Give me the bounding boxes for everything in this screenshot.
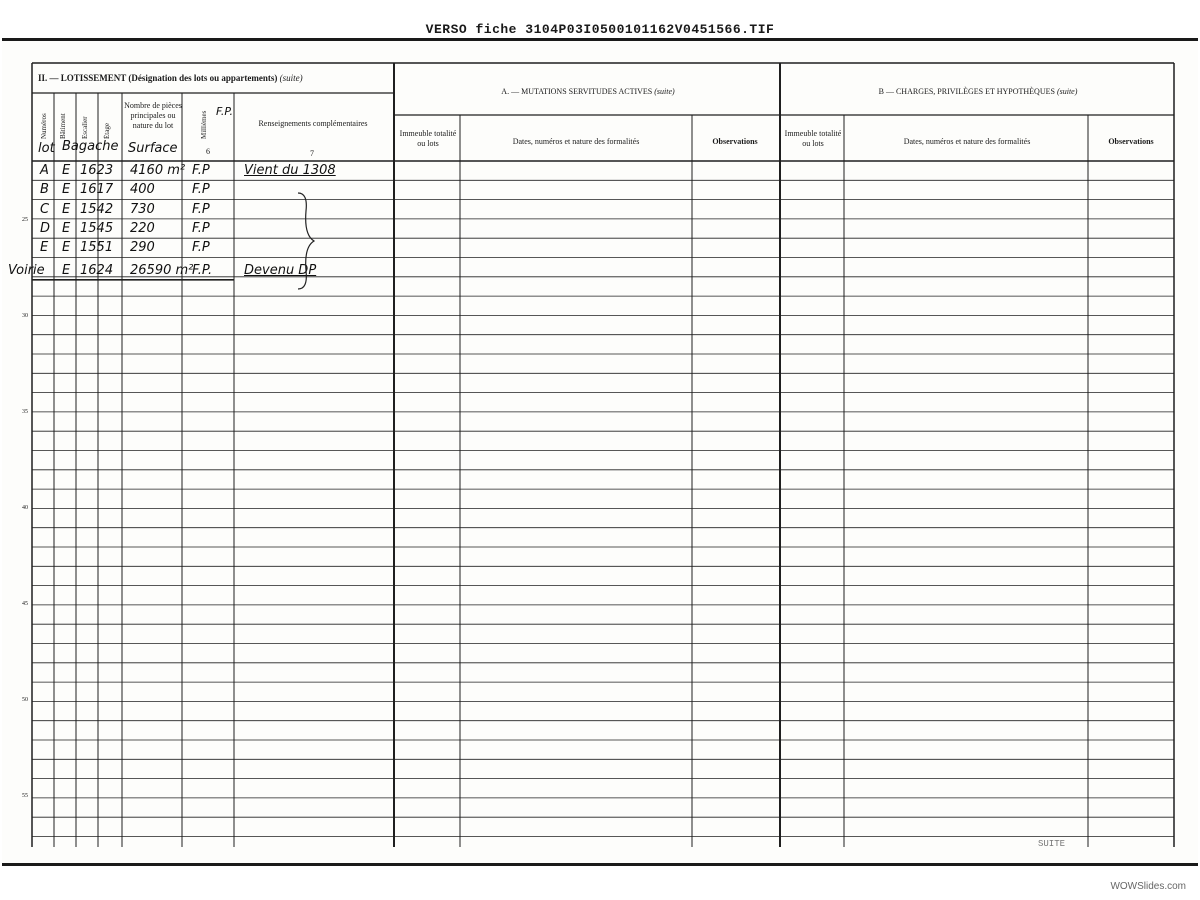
file-title: VERSO fiche 3104P03I0500101162V0451566.TIF <box>425 22 775 37</box>
row-batiment: E <box>62 220 71 236</box>
row-fp: F.P <box>192 220 210 236</box>
row-batiment: E <box>62 262 71 278</box>
row-surface: 26590 m² <box>130 262 194 278</box>
hand-header-fp: F.P. <box>216 105 234 118</box>
col-rens-header: Renseignements complémentaires <box>258 119 368 128</box>
row-parcel-number: 1617 <box>80 182 114 198</box>
row-fp: F.P <box>192 240 210 256</box>
section-a-col-immeuble: Immeuble totalité ou lots <box>399 129 457 148</box>
section-a-title: A. — MUTATIONS SERVITUDES ACTIVES (suite) <box>501 87 675 96</box>
row-lot: E <box>40 240 49 256</box>
row-batiment: E <box>62 163 71 178</box>
hand-header-lot: lot <box>38 141 55 156</box>
brace-mark <box>294 191 318 291</box>
row-parcel-number: 1551 <box>80 240 114 256</box>
row-fp: F.P <box>192 182 210 198</box>
row-lot: B <box>40 182 49 198</box>
section-b-col-dates: Dates, numéros et nature des formalités <box>903 137 1031 146</box>
watermark: WOWSlides.com <box>1110 881 1186 892</box>
row-batiment: E <box>62 182 71 198</box>
section-b-col-immeuble: Immeuble totalité ou lots <box>784 129 842 148</box>
col-nombre-header: Nombre de pièces principales ou nature du lot <box>124 101 182 130</box>
row-surface: 220 <box>130 220 155 236</box>
row-parcel-number: 1623 <box>80 163 114 178</box>
row-fp: F.P. <box>192 262 213 278</box>
row-lot: D <box>40 220 51 236</box>
row-lot: C <box>40 201 50 217</box>
section-b-col-obs: Observations <box>1108 137 1154 146</box>
row-index-number: 45 <box>22 601 28 607</box>
section-ii-title: II. — LOTISSEMENT (Désignation des lots ou appartements) (suite) <box>38 73 303 83</box>
row-index-number: 50 <box>22 697 28 703</box>
row-index-number: 55 <box>22 793 28 799</box>
row-parcel-number: 1624 <box>80 262 114 278</box>
row-surface: 400 <box>130 182 155 198</box>
section-b-title: B — CHARGES, PRIVILÈGES ET HYPOTHÈQUES (suite) <box>878 87 1078 96</box>
col-escalier-header: Escalier <box>81 116 89 139</box>
row-lot: A <box>40 163 49 178</box>
col-millieme-num: 6 <box>206 147 210 156</box>
row-lot: Voirie <box>8 262 45 278</box>
col-batiment-header: Bâtiment <box>59 113 67 139</box>
row-batiment: E <box>62 240 71 256</box>
row-index-number: 40 <box>22 505 28 511</box>
row-index-number: 35 <box>22 409 28 415</box>
section-a-col-obs: Observations <box>712 137 758 146</box>
col-etage-header: Étage <box>103 123 111 139</box>
row-index-number: 30 <box>22 313 28 319</box>
row-surface: 290 <box>130 240 155 256</box>
col-numeros-header: Numéros <box>40 113 48 139</box>
row-batiment: E <box>62 201 71 217</box>
row-fp: F.P <box>192 201 210 217</box>
row-note: Devenu DP <box>244 262 317 278</box>
hand-header-surface: Surface <box>128 141 178 156</box>
row-parcel-number: 1545 <box>80 220 114 236</box>
row-parcel-number: 1542 <box>80 201 114 217</box>
col-rens-num: 7 <box>310 149 314 158</box>
hand-header-parcel: Bagache <box>62 139 119 154</box>
row-surface: 730 <box>130 201 155 217</box>
col-millieme-header: Millièmes <box>200 110 208 139</box>
row-surface: 4160 m² <box>130 163 186 178</box>
row-index-number: 25 <box>22 217 28 223</box>
row-note: Vient du 1308 <box>244 163 336 178</box>
footer-stamp: SUITE <box>1038 839 1066 849</box>
register-sheet <box>2 38 1198 866</box>
section-a-col-dates: Dates, numéros et nature des formalités <box>512 137 640 146</box>
row-fp: F.P <box>192 163 210 178</box>
